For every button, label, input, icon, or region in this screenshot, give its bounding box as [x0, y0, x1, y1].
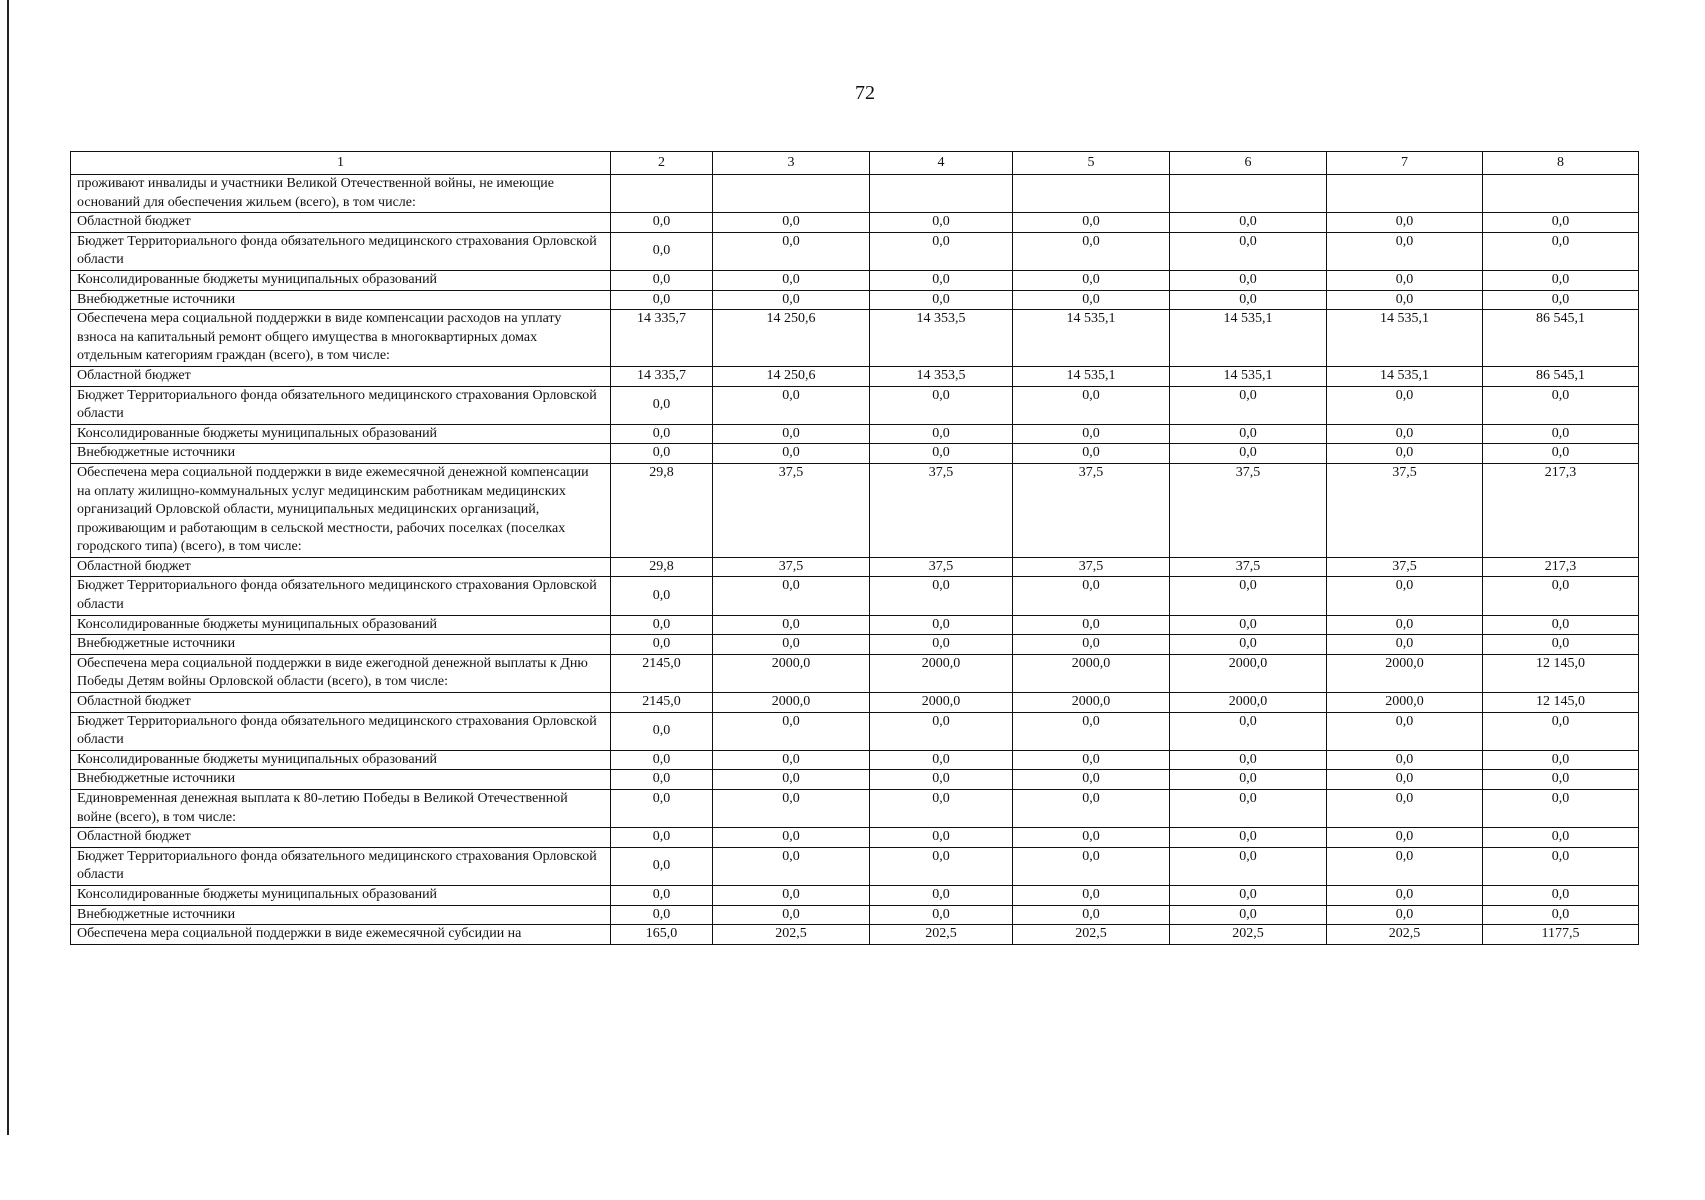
value-cell-col-5: 0,0 [1013, 270, 1170, 290]
value-cell-col-2: 0,0 [611, 828, 713, 848]
table-row [71, 213, 1639, 233]
column-header-4: 4 [870, 152, 1013, 175]
value-cell-col-2: 0,0 [611, 232, 713, 270]
page-number: 72 [855, 82, 875, 104]
table-row [71, 885, 1639, 905]
value-cell-col-5: 14 535,1 [1013, 366, 1170, 386]
value-cell-col-2: 0,0 [611, 290, 713, 310]
row-label: Внебюджетные источники [71, 635, 611, 655]
value-cell-col-6: 0,0 [1170, 270, 1327, 290]
value-cell-col-8: 0,0 [1483, 444, 1639, 464]
header-row [71, 152, 1639, 175]
value-cell-col-3: 37,5 [713, 463, 870, 557]
value-cell-col-8: 0,0 [1483, 905, 1639, 925]
value-cell-col-3: 0,0 [713, 290, 870, 310]
table-row [71, 232, 1639, 270]
value-cell-col-3: 0,0 [713, 750, 870, 770]
value-cell-col-3: 202,5 [713, 925, 870, 945]
value-cell-col-4: 0,0 [870, 635, 1013, 655]
value-cell-col-3: 0,0 [713, 635, 870, 655]
value-cell-col-8: 0,0 [1483, 232, 1639, 270]
row-label: Бюджет Территориального фонда обязательного медицинского страхования Орловской области [71, 386, 611, 424]
table-row [71, 712, 1639, 750]
value-cell-col-4: 37,5 [870, 463, 1013, 557]
value-cell-col-6: 0,0 [1170, 905, 1327, 925]
row-label: Консолидированные бюджеты муниципальных образований [71, 750, 611, 770]
value-cell-col-7: 0,0 [1327, 712, 1483, 750]
value-cell-col-5: 0,0 [1013, 386, 1170, 424]
row-label: Областной бюджет [71, 213, 611, 233]
value-cell-col-6: 0,0 [1170, 828, 1327, 848]
value-cell-col-5: 0,0 [1013, 847, 1170, 885]
value-cell-col-7: 0,0 [1327, 577, 1483, 615]
value-cell-col-4: 0,0 [870, 290, 1013, 310]
value-cell-col-2: 0,0 [611, 444, 713, 464]
value-cell-col-5: 14 535,1 [1013, 310, 1170, 367]
row-label: Консолидированные бюджеты муниципальных образований [71, 615, 611, 635]
value-cell-col-8: 0,0 [1483, 386, 1639, 424]
table-row [71, 615, 1639, 635]
column-header-5: 5 [1013, 152, 1170, 175]
value-cell-col-6: 0,0 [1170, 635, 1327, 655]
value-cell-col-8: 0,0 [1483, 577, 1639, 615]
value-cell-col-4: 0,0 [870, 386, 1013, 424]
value-cell-col-6: 0,0 [1170, 790, 1327, 828]
row-label: Консолидированные бюджеты муниципальных образований [71, 424, 611, 444]
row-label: Бюджет Территориального фонда обязательного медицинского страхования Орловской области [71, 847, 611, 885]
value-cell-col-7: 2000,0 [1327, 693, 1483, 713]
value-cell-col-6: 0,0 [1170, 424, 1327, 444]
value-cell-col-8: 0,0 [1483, 213, 1639, 233]
value-cell-col-5: 0,0 [1013, 424, 1170, 444]
row-label: Областной бюджет [71, 828, 611, 848]
value-cell-col-6: 14 535,1 [1170, 310, 1327, 367]
value-cell-col-7: 0,0 [1327, 290, 1483, 310]
row-label: Внебюджетные источники [71, 770, 611, 790]
value-cell-col-2: 0,0 [611, 577, 713, 615]
value-cell-col-8: 1177,5 [1483, 925, 1639, 945]
value-cell-col-8: 217,3 [1483, 463, 1639, 557]
value-cell-col-8 [1483, 175, 1639, 213]
value-cell-col-5: 0,0 [1013, 577, 1170, 615]
value-cell-col-4: 0,0 [870, 905, 1013, 925]
value-cell-col-4: 0,0 [870, 750, 1013, 770]
value-cell-col-5: 2000,0 [1013, 693, 1170, 713]
value-cell-col-3: 0,0 [713, 770, 870, 790]
value-cell-col-3: 0,0 [713, 424, 870, 444]
row-label: Консолидированные бюджеты муниципальных образований [71, 270, 611, 290]
value-cell-col-3: 0,0 [713, 577, 870, 615]
value-cell-col-7: 0,0 [1327, 750, 1483, 770]
value-cell-col-8: 0,0 [1483, 712, 1639, 750]
value-cell-col-6: 0,0 [1170, 232, 1327, 270]
table-row [71, 654, 1639, 692]
value-cell-col-4: 202,5 [870, 925, 1013, 945]
value-cell-col-3: 37,5 [713, 557, 870, 577]
budget-table [70, 151, 1639, 945]
value-cell-col-4: 14 353,5 [870, 310, 1013, 367]
value-cell-col-2: 14 335,7 [611, 310, 713, 367]
value-cell-col-7: 0,0 [1327, 847, 1483, 885]
value-cell-col-5: 0,0 [1013, 635, 1170, 655]
value-cell-col-7: 0,0 [1327, 232, 1483, 270]
table-row [71, 424, 1639, 444]
value-cell-col-7: 0,0 [1327, 213, 1483, 233]
value-cell-col-8: 86 545,1 [1483, 366, 1639, 386]
value-cell-col-4: 0,0 [870, 270, 1013, 290]
value-cell-col-4: 0,0 [870, 885, 1013, 905]
value-cell-col-2: 0,0 [611, 905, 713, 925]
value-cell-col-7: 0,0 [1327, 828, 1483, 848]
value-cell-col-5: 0,0 [1013, 213, 1170, 233]
value-cell-col-8: 12 145,0 [1483, 654, 1639, 692]
row-label: Бюджет Территориального фонда обязательного медицинского страхования Орловской области [71, 577, 611, 615]
row-label: Внебюджетные источники [71, 444, 611, 464]
table-row [71, 905, 1639, 925]
table-row [71, 635, 1639, 655]
value-cell-col-3: 0,0 [713, 712, 870, 750]
value-cell-col-4: 2000,0 [870, 654, 1013, 692]
value-cell-col-4: 14 353,5 [870, 366, 1013, 386]
value-cell-col-3: 0,0 [713, 885, 870, 905]
value-cell-col-7: 14 535,1 [1327, 366, 1483, 386]
row-label: Внебюджетные источники [71, 905, 611, 925]
value-cell-col-4 [870, 175, 1013, 213]
value-cell-col-2: 0,0 [611, 770, 713, 790]
value-cell-col-2: 0,0 [611, 885, 713, 905]
value-cell-col-8: 0,0 [1483, 847, 1639, 885]
value-cell-col-4: 0,0 [870, 213, 1013, 233]
value-cell-col-3: 0,0 [713, 790, 870, 828]
row-label: Консолидированные бюджеты муниципальных образований [71, 885, 611, 905]
value-cell-col-2: 0,0 [611, 615, 713, 635]
value-cell-col-7: 202,5 [1327, 925, 1483, 945]
value-cell-col-3: 0,0 [713, 386, 870, 424]
value-cell-col-7: 0,0 [1327, 635, 1483, 655]
value-cell-col-3: 0,0 [713, 270, 870, 290]
value-cell-col-2: 0,0 [611, 847, 713, 885]
value-cell-col-2: 29,8 [611, 557, 713, 577]
value-cell-col-6: 2000,0 [1170, 693, 1327, 713]
table-row [71, 444, 1639, 464]
value-cell-col-7: 2000,0 [1327, 654, 1483, 692]
value-cell-col-7: 0,0 [1327, 615, 1483, 635]
value-cell-col-2: 29,8 [611, 463, 713, 557]
value-cell-col-7: 0,0 [1327, 424, 1483, 444]
table-row [71, 577, 1639, 615]
value-cell-col-7: 0,0 [1327, 790, 1483, 828]
row-label: Обеспечена мера социальной поддержки в виде ежемесячной субсидии на [71, 925, 611, 945]
table-row [71, 770, 1639, 790]
column-header-6: 6 [1170, 152, 1327, 175]
row-label: Обеспечена мера социальной поддержки в виде компенсации расходов на уплату взноса на капитальный ремонт общего имущества в многоквартирных домах отдельным категориям граждан (всего), в том числе: [71, 310, 611, 367]
table-row [71, 847, 1639, 885]
table-row [71, 366, 1639, 386]
table-row [71, 463, 1639, 557]
value-cell-col-5: 37,5 [1013, 463, 1170, 557]
table-row [71, 750, 1639, 770]
table-row [71, 557, 1639, 577]
value-cell-col-3: 0,0 [713, 828, 870, 848]
value-cell-col-3: 0,0 [713, 232, 870, 270]
value-cell-col-5: 202,5 [1013, 925, 1170, 945]
value-cell-col-5: 0,0 [1013, 770, 1170, 790]
value-cell-col-8: 0,0 [1483, 615, 1639, 635]
row-label: проживают инвалиды и участники Великой Отечественной войны, не имеющие оснований для обеспечения жильем (всего), в том числе: [71, 175, 611, 213]
row-label: Внебюджетные источники [71, 290, 611, 310]
value-cell-col-3: 2000,0 [713, 693, 870, 713]
value-cell-col-2: 2145,0 [611, 654, 713, 692]
table-row [71, 693, 1639, 713]
table-row [71, 828, 1639, 848]
value-cell-col-6: 14 535,1 [1170, 366, 1327, 386]
value-cell-col-8: 12 145,0 [1483, 693, 1639, 713]
value-cell-col-3: 0,0 [713, 444, 870, 464]
value-cell-col-2: 0,0 [611, 790, 713, 828]
value-cell-col-7: 0,0 [1327, 444, 1483, 464]
value-cell-col-3 [713, 175, 870, 213]
value-cell-col-6: 202,5 [1170, 925, 1327, 945]
value-cell-col-2: 165,0 [611, 925, 713, 945]
value-cell-col-6: 2000,0 [1170, 654, 1327, 692]
value-cell-col-5: 0,0 [1013, 232, 1170, 270]
value-cell-col-3: 0,0 [713, 615, 870, 635]
value-cell-col-4: 0,0 [870, 847, 1013, 885]
column-header-3: 3 [713, 152, 870, 175]
value-cell-col-2: 0,0 [611, 750, 713, 770]
value-cell-col-5: 0,0 [1013, 750, 1170, 770]
value-cell-col-4: 0,0 [870, 444, 1013, 464]
value-cell-col-6: 0,0 [1170, 386, 1327, 424]
value-cell-col-6: 0,0 [1170, 444, 1327, 464]
table-row [71, 270, 1639, 290]
value-cell-col-3: 0,0 [713, 847, 870, 885]
value-cell-col-2: 0,0 [611, 270, 713, 290]
value-cell-col-5: 2000,0 [1013, 654, 1170, 692]
row-label: Областной бюджет [71, 557, 611, 577]
row-label: Областной бюджет [71, 366, 611, 386]
value-cell-col-4: 0,0 [870, 615, 1013, 635]
value-cell-col-7: 0,0 [1327, 885, 1483, 905]
column-header-7: 7 [1327, 152, 1483, 175]
value-cell-col-4: 0,0 [870, 424, 1013, 444]
value-cell-col-3: 2000,0 [713, 654, 870, 692]
table-row [71, 386, 1639, 424]
table-row [71, 310, 1639, 367]
value-cell-col-2: 0,0 [611, 635, 713, 655]
value-cell-col-6: 0,0 [1170, 712, 1327, 750]
row-label: Областной бюджет [71, 693, 611, 713]
value-cell-col-2: 0,0 [611, 712, 713, 750]
row-label: Обеспечена мера социальной поддержки в виде ежемесячной денежной компенсации на оплату жилищно-коммунальных услуг медицинским работникам медицинских организаций Орловской области, муниципальных медицинских организаций, проживающим и работающим в сельской местности, рабочих поселках (поселках городского типа) (всего), в том числе: [71, 463, 611, 557]
row-label: Единовременная денежная выплата к 80-летию Победы в Великой Отечественной войне (всего), в том числе: [71, 790, 611, 828]
value-cell-col-8: 0,0 [1483, 270, 1639, 290]
column-header-8: 8 [1483, 152, 1639, 175]
value-cell-col-2 [611, 175, 713, 213]
value-cell-col-5: 37,5 [1013, 557, 1170, 577]
value-cell-col-3: 14 250,6 [713, 366, 870, 386]
row-label: Бюджет Территориального фонда обязательного медицинского страхования Орловской области [71, 712, 611, 750]
value-cell-col-7: 0,0 [1327, 270, 1483, 290]
value-cell-col-6: 37,5 [1170, 557, 1327, 577]
value-cell-col-4: 0,0 [870, 232, 1013, 270]
value-cell-col-6: 0,0 [1170, 213, 1327, 233]
value-cell-col-2: 0,0 [611, 424, 713, 444]
row-label: Бюджет Территориального фонда обязательного медицинского страхования Орловской области [71, 232, 611, 270]
table-row [71, 290, 1639, 310]
value-cell-col-7: 0,0 [1327, 386, 1483, 424]
table-header [71, 152, 1639, 175]
value-cell-col-6: 0,0 [1170, 290, 1327, 310]
value-cell-col-5: 0,0 [1013, 290, 1170, 310]
value-cell-col-7: 14 535,1 [1327, 310, 1483, 367]
value-cell-col-6: 0,0 [1170, 615, 1327, 635]
value-cell-col-5: 0,0 [1013, 905, 1170, 925]
value-cell-col-5: 0,0 [1013, 885, 1170, 905]
value-cell-col-6 [1170, 175, 1327, 213]
value-cell-col-8: 217,3 [1483, 557, 1639, 577]
value-cell-col-6: 37,5 [1170, 463, 1327, 557]
value-cell-col-8: 0,0 [1483, 635, 1639, 655]
value-cell-col-8: 0,0 [1483, 828, 1639, 848]
value-cell-col-5: 0,0 [1013, 828, 1170, 848]
value-cell-col-4: 0,0 [870, 770, 1013, 790]
value-cell-col-8: 86 545,1 [1483, 310, 1639, 367]
value-cell-col-7: 37,5 [1327, 557, 1483, 577]
value-cell-col-5 [1013, 175, 1170, 213]
value-cell-col-8: 0,0 [1483, 790, 1639, 828]
value-cell-col-7 [1327, 175, 1483, 213]
value-cell-col-3: 0,0 [713, 213, 870, 233]
value-cell-col-6: 0,0 [1170, 770, 1327, 790]
value-cell-col-2: 0,0 [611, 386, 713, 424]
value-cell-col-6: 0,0 [1170, 847, 1327, 885]
value-cell-col-8: 0,0 [1483, 885, 1639, 905]
value-cell-col-6: 0,0 [1170, 750, 1327, 770]
value-cell-col-6: 0,0 [1170, 577, 1327, 615]
value-cell-col-2: 0,0 [611, 213, 713, 233]
value-cell-col-8: 0,0 [1483, 770, 1639, 790]
column-header-2: 2 [611, 152, 713, 175]
value-cell-col-3: 0,0 [713, 905, 870, 925]
left-edge-line [7, 0, 9, 1135]
value-cell-col-7: 0,0 [1327, 770, 1483, 790]
table-row [71, 790, 1639, 828]
value-cell-col-7: 0,0 [1327, 905, 1483, 925]
value-cell-col-4: 0,0 [870, 577, 1013, 615]
value-cell-col-3: 14 250,6 [713, 310, 870, 367]
column-header-1: 1 [71, 152, 611, 175]
value-cell-col-4: 2000,0 [870, 693, 1013, 713]
value-cell-col-2: 14 335,7 [611, 366, 713, 386]
row-label: Обеспечена мера социальной поддержки в виде ежегодной денежной выплаты к Дню Победы Детям войны Орловской области (всего), в том числе: [71, 654, 611, 692]
value-cell-col-4: 0,0 [870, 828, 1013, 848]
table-body [71, 175, 1639, 945]
table-row [71, 175, 1639, 213]
value-cell-col-5: 0,0 [1013, 615, 1170, 635]
value-cell-col-5: 0,0 [1013, 444, 1170, 464]
table-row [71, 925, 1639, 945]
value-cell-col-4: 0,0 [870, 712, 1013, 750]
value-cell-col-5: 0,0 [1013, 790, 1170, 828]
value-cell-col-5: 0,0 [1013, 712, 1170, 750]
value-cell-col-8: 0,0 [1483, 750, 1639, 770]
value-cell-col-2: 2145,0 [611, 693, 713, 713]
value-cell-col-4: 0,0 [870, 790, 1013, 828]
value-cell-col-6: 0,0 [1170, 885, 1327, 905]
value-cell-col-4: 37,5 [870, 557, 1013, 577]
value-cell-col-8: 0,0 [1483, 290, 1639, 310]
value-cell-col-8: 0,0 [1483, 424, 1639, 444]
value-cell-col-7: 37,5 [1327, 463, 1483, 557]
